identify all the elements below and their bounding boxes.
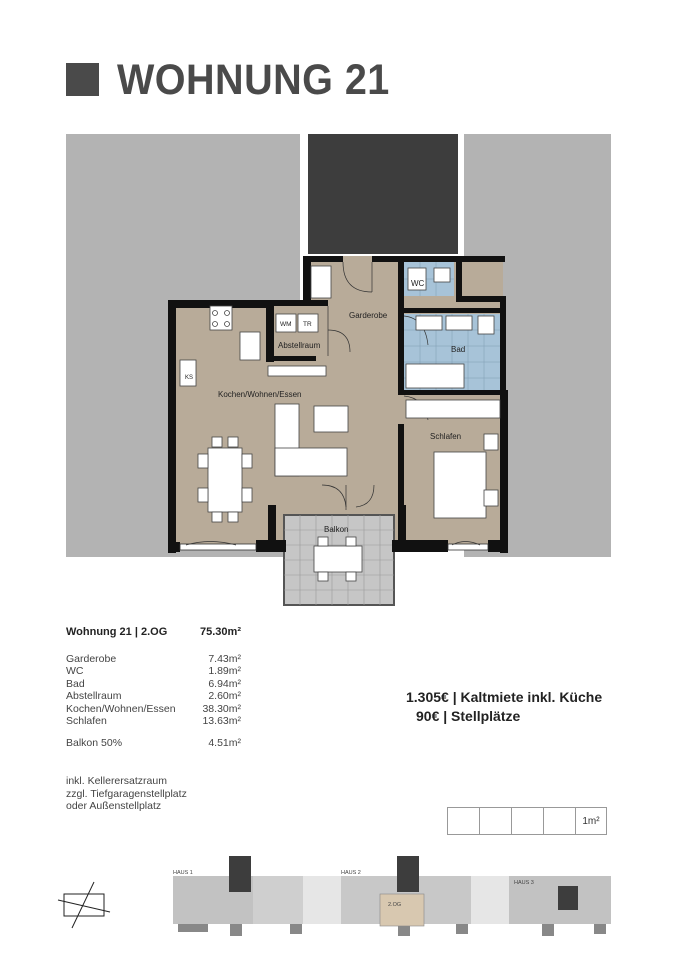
page-title: WOHNUNG 21: [117, 56, 390, 104]
price-block: [406, 688, 602, 726]
summary-notes: [66, 775, 187, 813]
area-summary: [66, 626, 241, 749]
summary-header: [66, 626, 241, 639]
key-plan: [173, 856, 611, 936]
label-kochen: Kochen/Wohnen/Essen: [218, 390, 302, 399]
scale-cell: [447, 807, 479, 835]
scale-cell: [543, 807, 575, 835]
label-tr: TR: [303, 321, 312, 328]
note-line: oder Außenstellplatz: [66, 800, 162, 812]
summary-balkon-row: [66, 737, 241, 750]
summary-row-area: 7.43m²: [208, 652, 241, 665]
key-plan-highlight: [380, 894, 424, 926]
summary-row: [66, 665, 241, 678]
label-bad: Bad: [451, 345, 466, 354]
summary-balkon-label: Balkon 50%: [66, 736, 123, 749]
label-balkon: Balkon: [324, 525, 349, 534]
stairwell: [308, 134, 458, 254]
summary-row: [66, 690, 241, 703]
summary-row-label: Schlafen: [66, 715, 107, 727]
summary-header-label: Wohnung 21 | 2.OG: [66, 626, 168, 638]
summary-row-area: 6.94m²: [208, 677, 241, 690]
scale-bar: [447, 807, 607, 837]
summary-balkon-area: 4.51m²: [208, 736, 241, 749]
keyplan-haus3: HAUS 3: [514, 880, 534, 886]
scale-label: 1m²: [575, 807, 607, 835]
summary-row-area: 38.30m²: [202, 702, 241, 715]
summary-row-label: Abstellraum: [66, 690, 122, 702]
north-arrow-icon: [58, 882, 110, 928]
summary-row-label: WC: [66, 665, 84, 677]
note-line: zzgl. Tiefgaragenstellplatz: [66, 787, 187, 800]
summary-row-area: 13.63m²: [202, 715, 241, 727]
note-line: inkl. Kellerersatzraum: [66, 775, 167, 787]
label-schlafen: Schlafen: [430, 432, 462, 441]
summary-row-area: 2.60m²: [208, 690, 241, 702]
price-parking: 90€ | Stellplätze: [416, 708, 521, 724]
label-wc: WC: [411, 279, 425, 288]
summary-row-area: 1.89m²: [208, 665, 241, 677]
summary-row: [66, 653, 241, 666]
summary-row-label: Kochen/Wohnen/Essen: [66, 702, 176, 715]
scale-cell: [511, 807, 543, 835]
keyplan-haus1: HAUS 1: [173, 870, 193, 876]
label-wm: WM: [280, 321, 292, 328]
summary-row: [66, 703, 241, 716]
summary-header-area: 75.30m²: [200, 626, 241, 638]
summary-row-label: Bad: [66, 677, 85, 690]
keyplan-floor: 2.OG: [388, 902, 402, 908]
keyplan-haus2: HAUS 2: [341, 870, 361, 876]
price-rent: 1.305€ | Kaltmiete inkl. Küche: [406, 689, 603, 705]
summary-row-label: Garderobe: [66, 652, 117, 665]
summary-row: [66, 715, 241, 728]
label-garderobe: Garderobe: [349, 311, 388, 320]
scale-cell: [479, 807, 511, 835]
label-abstellraum: Abstellraum: [278, 341, 321, 350]
summary-row: [66, 678, 241, 691]
label-ks: KS: [185, 375, 194, 381]
